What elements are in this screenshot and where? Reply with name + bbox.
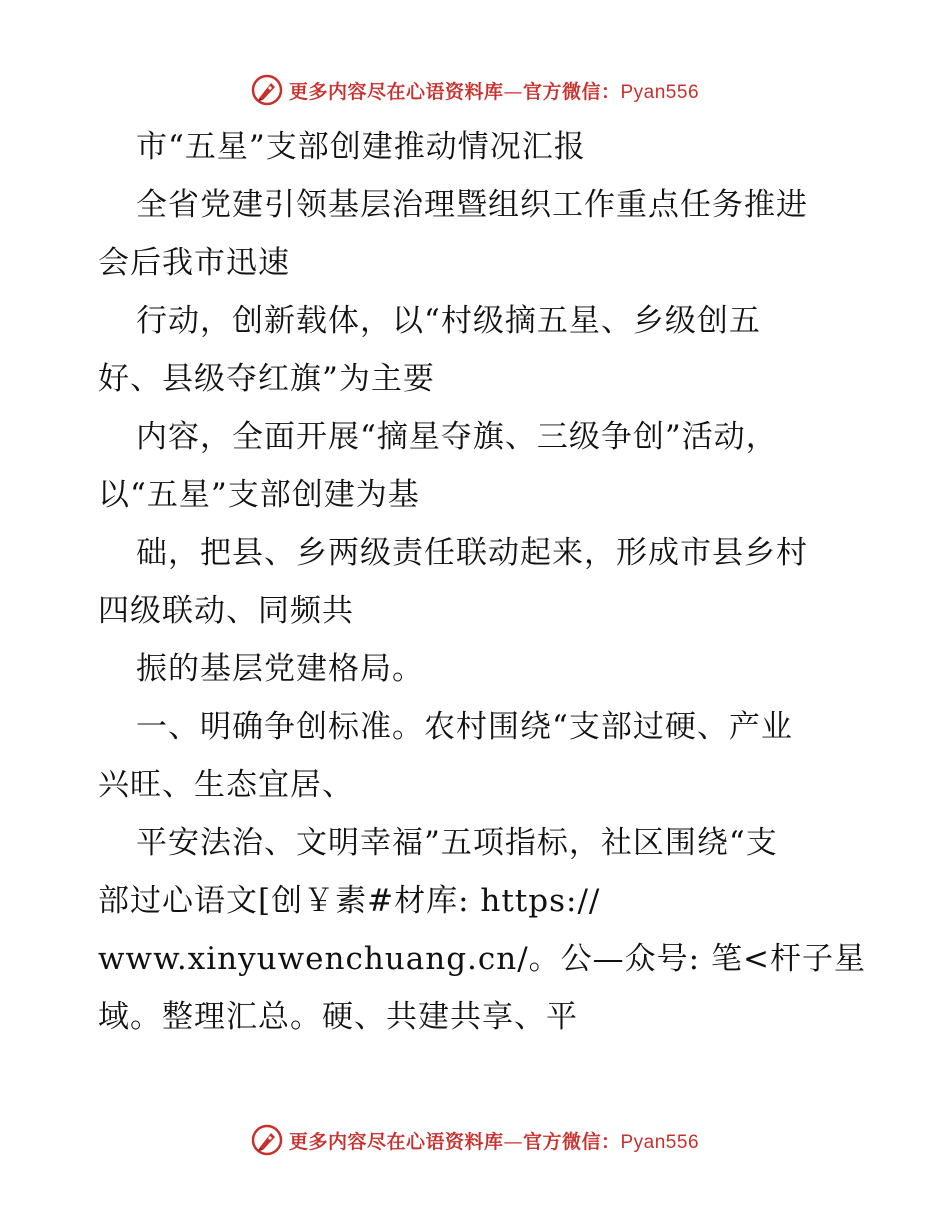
paragraph-line: 础，把县、乡两级责任联动起来，形成市县乡村	[136, 535, 808, 571]
footer-wechat-label: 官方微信：	[522, 1130, 621, 1153]
paragraph-line: 域。整理汇总。硬、共建共享、平	[98, 999, 578, 1035]
footer-banner-text	[289, 1127, 699, 1154]
paragraph-line: 兴旺、生态宜居、	[98, 767, 354, 803]
footer-dash: —	[503, 1130, 523, 1153]
header-banner	[0, 70, 950, 110]
paragraph-line: 一、明确争创标准。农村围绕“支部过硬、产业	[136, 709, 793, 745]
paragraph-line: 四级联动、同频共	[98, 593, 354, 629]
paragraph-line: 振的基层党建格局。	[136, 651, 424, 687]
footer-wechat-id: Pyan556	[620, 1131, 700, 1153]
header-dash: —	[503, 80, 523, 103]
paragraph-line: 内容，全面开展“摘星夺旗、三级争创”活动，	[136, 419, 778, 455]
paragraph-line: 会后我市迅速	[98, 245, 290, 281]
paragraph-line: 部过心语文[创￥素#材库: https://	[98, 883, 601, 919]
pen-nib-logo-icon	[251, 74, 283, 106]
document-body	[98, 118, 866, 1046]
paragraph-line: 行动，创新载体，以“村级摘五星、乡级创五	[136, 303, 761, 339]
document-title: 市“五星”支部创建推动情况汇报	[136, 129, 586, 165]
footer-banner	[0, 1120, 950, 1160]
header-wechat-id: Pyan556	[620, 81, 700, 103]
paragraph-line: 以“五星”支部创建为基	[98, 477, 420, 513]
paragraph-line: 平安法治、文明幸福”五项指标，社区围绕“支	[136, 825, 778, 861]
footer-site-text: 更多内容尽在心语资料库	[288, 1130, 504, 1153]
paragraph-line: www.xinyuwenchuang.cn/。公—众号: 笔<杆子星	[98, 941, 866, 977]
header-wechat-label: 官方微信：	[522, 80, 621, 103]
paragraph-line: 好、县级夺红旗”为主要	[98, 361, 435, 397]
paragraph-line: 全省党建引领基层治理暨组织工作重点任务推进	[136, 187, 808, 223]
header-site-text: 更多内容尽在心语资料库	[288, 80, 504, 103]
header-banner-text	[289, 77, 699, 104]
pen-nib-logo-icon	[251, 1124, 283, 1156]
